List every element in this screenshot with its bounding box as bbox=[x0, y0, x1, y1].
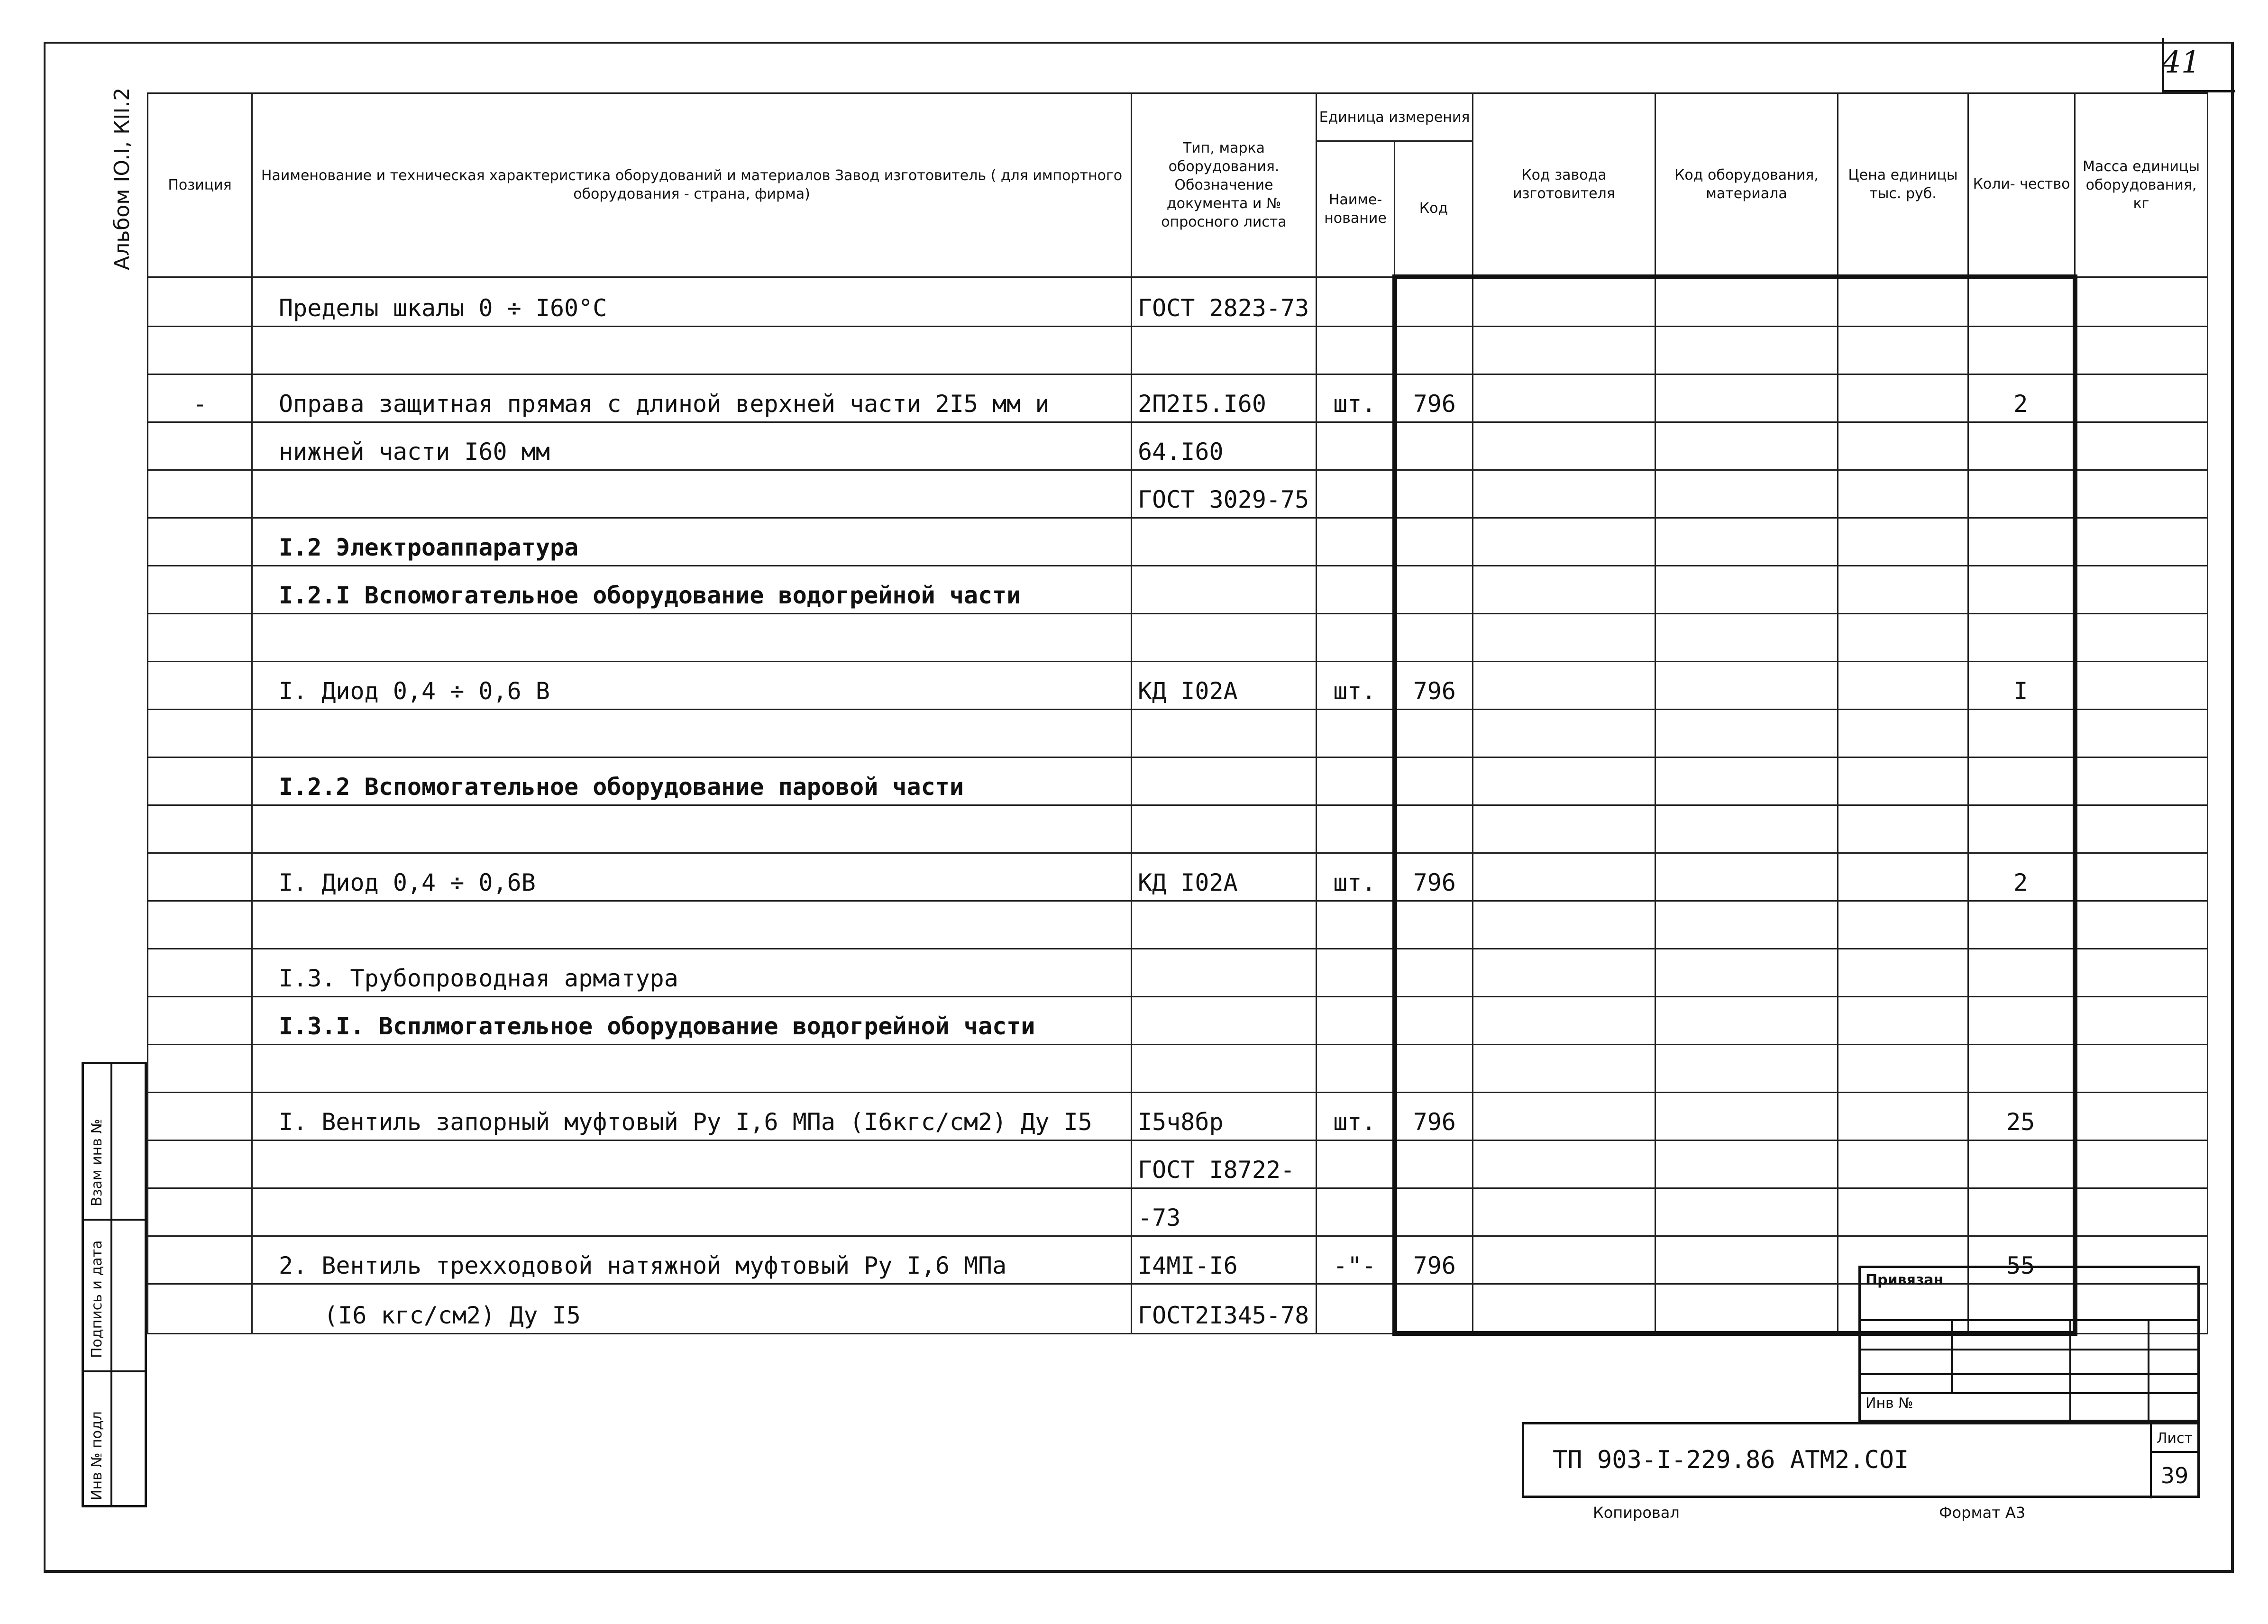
table-row bbox=[148, 997, 2208, 1045]
cell-name: I.2.2 Вспомогательное оборудование паровой части bbox=[252, 757, 1132, 805]
cell-unit-code bbox=[1395, 327, 1473, 374]
cell-unit-code bbox=[1395, 805, 1473, 853]
side-stamp-vzam: Взам инв № bbox=[89, 1119, 105, 1206]
table-row bbox=[148, 614, 2208, 662]
cell-quantity bbox=[1968, 997, 2075, 1045]
cell-equipment-code bbox=[1655, 1045, 1838, 1093]
table-row bbox=[148, 757, 2208, 805]
cell-unit bbox=[1317, 757, 1395, 805]
cell-quantity bbox=[1968, 518, 2075, 566]
cell-unit: шт. bbox=[1317, 662, 1395, 710]
cell-name: 2. Вентиль трехходовой натяжной муфтовый Ру I,6 МПа bbox=[252, 1236, 1132, 1284]
cell-quantity bbox=[1968, 1140, 2075, 1188]
cell-equipment-code bbox=[1655, 566, 1838, 614]
cell-position bbox=[148, 853, 252, 901]
cell-name bbox=[252, 614, 1132, 662]
cell-name: I. Диод 0,4 ÷ 0,6В bbox=[252, 853, 1132, 901]
cell-unit bbox=[1317, 1140, 1395, 1188]
cell-equipment-code bbox=[1655, 518, 1838, 566]
cell-unit-code: 796 bbox=[1395, 1093, 1473, 1140]
table-row bbox=[148, 1045, 2208, 1093]
cell-unit-code bbox=[1395, 901, 1473, 949]
cell-quantity bbox=[1968, 710, 2075, 757]
cell-unit bbox=[1317, 1284, 1395, 1334]
cell-quantity bbox=[1968, 1045, 2075, 1093]
cell-unit bbox=[1317, 277, 1395, 327]
cell-unit-code bbox=[1395, 949, 1473, 997]
cell-position bbox=[148, 614, 252, 662]
cell-unit-code bbox=[1395, 614, 1473, 662]
cell-quantity bbox=[1968, 757, 2075, 805]
side-stamp-podpis: Подпись и дата bbox=[89, 1240, 105, 1358]
cell-type: ГОСТ I8722- bbox=[1132, 1140, 1317, 1188]
header-price: Цена единицы тыс. руб. bbox=[1838, 93, 1968, 277]
table-row bbox=[148, 805, 2208, 853]
cell-unit: шт. bbox=[1317, 1093, 1395, 1140]
cell-price bbox=[1838, 662, 1968, 710]
cell-price bbox=[1838, 374, 1968, 422]
cell-quantity bbox=[1968, 805, 2075, 853]
cell-price bbox=[1838, 518, 1968, 566]
table-row bbox=[148, 1093, 2208, 1140]
cell-factory-code bbox=[1473, 518, 1655, 566]
cell-type bbox=[1132, 327, 1317, 374]
cell-price bbox=[1838, 757, 1968, 805]
cell-factory-code bbox=[1473, 327, 1655, 374]
table-row bbox=[148, 470, 2208, 518]
cell-type bbox=[1132, 518, 1317, 566]
cell-position bbox=[148, 566, 252, 614]
cell-unit-code bbox=[1395, 757, 1473, 805]
cell-factory-code bbox=[1473, 1093, 1655, 1140]
cell-name: Оправа защитная прямая с длиной верхней части 2I5 мм и bbox=[252, 374, 1132, 422]
cell-quantity bbox=[1968, 901, 2075, 949]
cell-quantity bbox=[1968, 327, 2075, 374]
header-mass: Масса единицы оборудования, кг bbox=[2075, 93, 2208, 277]
cell-price bbox=[1838, 327, 1968, 374]
table-row bbox=[148, 374, 2208, 422]
cell-unit bbox=[1317, 1045, 1395, 1093]
cell-quantity: 2 bbox=[1968, 374, 2075, 422]
cell-mass bbox=[2075, 374, 2208, 422]
cell-name bbox=[252, 1140, 1132, 1188]
cell-unit-code: 796 bbox=[1395, 853, 1473, 901]
cell-factory-code bbox=[1473, 422, 1655, 470]
cell-unit bbox=[1317, 566, 1395, 614]
cell-quantity bbox=[1968, 949, 2075, 997]
cell-factory-code bbox=[1473, 949, 1655, 997]
cell-price bbox=[1838, 470, 1968, 518]
cell-factory-code bbox=[1473, 1045, 1655, 1093]
format-label: Формат А3 bbox=[1939, 1504, 2026, 1522]
cell-unit-code: 796 bbox=[1395, 1236, 1473, 1284]
binding-stamp bbox=[1858, 1266, 2200, 1422]
header-quantity: Коли- чество bbox=[1968, 93, 2075, 277]
cell-unit bbox=[1317, 997, 1395, 1045]
cell-price bbox=[1838, 997, 1968, 1045]
cell-factory-code bbox=[1473, 710, 1655, 757]
cell-equipment-code bbox=[1655, 422, 1838, 470]
cell-factory-code bbox=[1473, 374, 1655, 422]
header-name: Наименование и техническая характеристика оборудований и материалов Завод изготовитель ( для импортного оборудования - страна, фирма) bbox=[252, 93, 1132, 277]
cell-type: I5ч8бр bbox=[1132, 1093, 1317, 1140]
cell-quantity bbox=[1968, 277, 2075, 327]
table-row bbox=[148, 327, 2208, 374]
cell-name: Пределы шкалы 0 ÷ I60°C bbox=[252, 277, 1132, 327]
cell-type bbox=[1132, 710, 1317, 757]
cell-equipment-code bbox=[1655, 757, 1838, 805]
cell-position bbox=[148, 1045, 252, 1093]
cell-position bbox=[148, 1188, 252, 1236]
cell-equipment-code bbox=[1655, 710, 1838, 757]
cell-equipment-code bbox=[1655, 277, 1838, 327]
cell-price bbox=[1838, 422, 1968, 470]
cell-price bbox=[1838, 614, 1968, 662]
cell-type: КД I02А bbox=[1132, 853, 1317, 901]
cell-type: ГОСТ 3029-75 bbox=[1132, 470, 1317, 518]
cell-name: I.2 Электроаппаратура bbox=[252, 518, 1132, 566]
cell-equipment-code bbox=[1655, 1093, 1838, 1140]
cell-position bbox=[148, 422, 252, 470]
table-row bbox=[148, 518, 2208, 566]
cell-quantity bbox=[1968, 470, 2075, 518]
header-factory-code: Код завода изготовителя bbox=[1473, 93, 1655, 277]
cell-name bbox=[252, 805, 1132, 853]
header-equipment-code: Код оборудования, материала bbox=[1655, 93, 1838, 277]
cell-price bbox=[1838, 566, 1968, 614]
cell-unit-code bbox=[1395, 1045, 1473, 1093]
sheet-number: 39 bbox=[2150, 1453, 2197, 1498]
cell-unit bbox=[1317, 518, 1395, 566]
cell-mass bbox=[2075, 997, 2208, 1045]
cell-name bbox=[252, 1045, 1132, 1093]
cell-unit-code bbox=[1395, 1188, 1473, 1236]
cell-position bbox=[148, 1236, 252, 1284]
cell-name bbox=[252, 710, 1132, 757]
cell-unit-code bbox=[1395, 997, 1473, 1045]
cell-name: I.2.I Вспомогательное оборудование водогрейной части bbox=[252, 566, 1132, 614]
cell-price bbox=[1838, 277, 1968, 327]
cell-mass bbox=[2075, 1093, 2208, 1140]
cell-unit bbox=[1317, 901, 1395, 949]
table-row bbox=[148, 422, 2208, 470]
cell-name: I.3.I. Всплмогательное оборудование водогрейной части bbox=[252, 997, 1132, 1045]
cell-mass bbox=[2075, 949, 2208, 997]
table-row bbox=[148, 1140, 2208, 1188]
cell-unit-code: 796 bbox=[1395, 374, 1473, 422]
cell-factory-code bbox=[1473, 901, 1655, 949]
cell-position bbox=[148, 901, 252, 949]
cell-mass bbox=[2075, 662, 2208, 710]
cell-equipment-code bbox=[1655, 614, 1838, 662]
cell-factory-code bbox=[1473, 1140, 1655, 1188]
cell-position bbox=[148, 997, 252, 1045]
cell-unit-code bbox=[1395, 518, 1473, 566]
header-unit-code: Код bbox=[1395, 141, 1473, 277]
cell-position bbox=[148, 662, 252, 710]
specification-table bbox=[147, 92, 2208, 1336]
cell-mass bbox=[2075, 805, 2208, 853]
cell-factory-code bbox=[1473, 470, 1655, 518]
cell-type bbox=[1132, 949, 1317, 997]
cell-unit-code: 796 bbox=[1395, 662, 1473, 710]
cell-type: -73 bbox=[1132, 1188, 1317, 1236]
table-row bbox=[148, 710, 2208, 757]
cell-price bbox=[1838, 1140, 1968, 1188]
binding-stamp-title: Привязан bbox=[1866, 1272, 1944, 1288]
cell-type bbox=[1132, 805, 1317, 853]
table-row bbox=[148, 566, 2208, 614]
cell-equipment-code bbox=[1655, 662, 1838, 710]
cell-mass bbox=[2075, 614, 2208, 662]
cell-price bbox=[1838, 949, 1968, 997]
cell-name: I. Вентиль запорный муфтовый Ру I,6 МПа (I6кгс/см2) Ду I5 bbox=[252, 1093, 1132, 1140]
cell-factory-code bbox=[1473, 853, 1655, 901]
cell-quantity: I bbox=[1968, 662, 2075, 710]
cell-unit-code bbox=[1395, 1140, 1473, 1188]
cell-mass bbox=[2075, 853, 2208, 901]
cell-name bbox=[252, 470, 1132, 518]
cell-name bbox=[252, 327, 1132, 374]
cell-equipment-code bbox=[1655, 1140, 1838, 1188]
cell-type bbox=[1132, 1045, 1317, 1093]
cell-position: - bbox=[148, 374, 252, 422]
sheet-label: Лист bbox=[2150, 1424, 2197, 1453]
header-position: Позиция bbox=[148, 93, 252, 277]
document-code: ТП 903-I-229.86 АТМ2.СОI bbox=[1553, 1446, 1909, 1474]
cell-mass bbox=[2075, 1140, 2208, 1188]
cell-equipment-code bbox=[1655, 1236, 1838, 1284]
cell-equipment-code bbox=[1655, 470, 1838, 518]
table-row bbox=[148, 1188, 2208, 1236]
header-type: Тип, марка оборудования. Обозначение документа и № опросного листа bbox=[1132, 93, 1317, 277]
cell-price bbox=[1838, 901, 1968, 949]
binding-stamp-inv: Инв № bbox=[1866, 1395, 1913, 1412]
cell-type: 2П2I5.I60 bbox=[1132, 374, 1317, 422]
cell-name: I.3. Трубопроводная арматура bbox=[252, 949, 1132, 997]
copied-label: Копировал bbox=[1593, 1504, 1680, 1522]
page-number-handwritten: 41 bbox=[2162, 45, 2201, 80]
cell-position bbox=[148, 1140, 252, 1188]
cell-factory-code bbox=[1473, 1236, 1655, 1284]
cell-factory-code bbox=[1473, 277, 1655, 327]
cell-name bbox=[252, 901, 1132, 949]
cell-unit-code bbox=[1395, 1284, 1473, 1334]
cell-name: I. Диод 0,4 ÷ 0,6 В bbox=[252, 662, 1132, 710]
cell-price bbox=[1838, 1093, 1968, 1140]
cell-unit-code bbox=[1395, 277, 1473, 327]
cell-unit-code bbox=[1395, 710, 1473, 757]
cell-quantity bbox=[1968, 1188, 2075, 1236]
cell-mass bbox=[2075, 327, 2208, 374]
table-row bbox=[148, 853, 2208, 901]
cell-type: ГОСТ 2823-73 bbox=[1132, 277, 1317, 327]
cell-factory-code bbox=[1473, 997, 1655, 1045]
cell-mass bbox=[2075, 470, 2208, 518]
cell-position bbox=[148, 949, 252, 997]
cell-quantity bbox=[1968, 566, 2075, 614]
cell-unit bbox=[1317, 805, 1395, 853]
cell-unit bbox=[1317, 422, 1395, 470]
cell-position bbox=[148, 710, 252, 757]
cell-price bbox=[1838, 805, 1968, 853]
header-unit: Единица измерения bbox=[1317, 93, 1473, 141]
cell-quantity bbox=[1968, 614, 2075, 662]
cell-equipment-code bbox=[1655, 374, 1838, 422]
cell-factory-code bbox=[1473, 1188, 1655, 1236]
cell-type bbox=[1132, 757, 1317, 805]
cell-factory-code bbox=[1473, 614, 1655, 662]
cell-mass bbox=[2075, 422, 2208, 470]
table-row bbox=[148, 949, 2208, 997]
cell-position bbox=[148, 277, 252, 327]
cell-quantity: 2 bbox=[1968, 853, 2075, 901]
cell-equipment-code bbox=[1655, 1284, 1838, 1334]
cell-type: 64.I60 bbox=[1132, 422, 1317, 470]
cell-mass bbox=[2075, 901, 2208, 949]
cell-unit-code bbox=[1395, 566, 1473, 614]
side-stamp bbox=[82, 1062, 147, 1507]
cell-unit: шт. bbox=[1317, 853, 1395, 901]
cell-position bbox=[148, 327, 252, 374]
cell-factory-code bbox=[1473, 662, 1655, 710]
cell-mass bbox=[2075, 277, 2208, 327]
cell-price bbox=[1838, 853, 1968, 901]
cell-position bbox=[148, 805, 252, 853]
cell-factory-code bbox=[1473, 757, 1655, 805]
cell-unit: -"- bbox=[1317, 1236, 1395, 1284]
cell-position bbox=[148, 470, 252, 518]
table-row bbox=[148, 901, 2208, 949]
cell-type bbox=[1132, 614, 1317, 662]
cell-mass bbox=[2075, 1188, 2208, 1236]
cell-mass bbox=[2075, 710, 2208, 757]
cell-price bbox=[1838, 1188, 1968, 1236]
cell-position bbox=[148, 518, 252, 566]
cell-equipment-code bbox=[1655, 901, 1838, 949]
cell-unit bbox=[1317, 1188, 1395, 1236]
album-label: Альбом IO.I, КII.2 bbox=[110, 87, 134, 270]
cell-price bbox=[1838, 710, 1968, 757]
cell-quantity: 25 bbox=[1968, 1093, 2075, 1140]
cell-equipment-code bbox=[1655, 949, 1838, 997]
cell-factory-code bbox=[1473, 566, 1655, 614]
cell-unit bbox=[1317, 949, 1395, 997]
cell-mass bbox=[2075, 1045, 2208, 1093]
table-row bbox=[148, 277, 2208, 327]
cell-equipment-code bbox=[1655, 997, 1838, 1045]
cell-type bbox=[1132, 997, 1317, 1045]
header-unit-name: Наиме- нование bbox=[1317, 141, 1395, 277]
cell-mass bbox=[2075, 566, 2208, 614]
table-row bbox=[148, 662, 2208, 710]
cell-type: I4МI-I6 bbox=[1132, 1236, 1317, 1284]
cell-type bbox=[1132, 901, 1317, 949]
cell-price bbox=[1838, 1045, 1968, 1093]
cell-quantity: 55 bbox=[1968, 1236, 2075, 1284]
cell-equipment-code bbox=[1655, 327, 1838, 374]
cell-name bbox=[252, 1188, 1132, 1236]
cell-name: нижней части I60 мм bbox=[252, 422, 1132, 470]
cell-equipment-code bbox=[1655, 853, 1838, 901]
cell-position bbox=[148, 757, 252, 805]
cell-unit bbox=[1317, 327, 1395, 374]
cell-position bbox=[148, 1093, 252, 1140]
cell-unit bbox=[1317, 710, 1395, 757]
title-block bbox=[1522, 1422, 2200, 1498]
cell-mass bbox=[2075, 757, 2208, 805]
cell-name: (I6 кгс/см2) Ду I5 bbox=[252, 1284, 1132, 1334]
cell-factory-code bbox=[1473, 1284, 1655, 1334]
cell-mass bbox=[2075, 518, 2208, 566]
cell-equipment-code bbox=[1655, 1188, 1838, 1236]
cell-unit: шт. bbox=[1317, 374, 1395, 422]
cell-unit-code bbox=[1395, 422, 1473, 470]
cell-type: ГОСТ2I345-78 bbox=[1132, 1284, 1317, 1334]
cell-type bbox=[1132, 566, 1317, 614]
cell-position bbox=[148, 1284, 252, 1334]
cell-quantity bbox=[1968, 422, 2075, 470]
cell-unit-code bbox=[1395, 470, 1473, 518]
cell-unit bbox=[1317, 470, 1395, 518]
cell-type: КД I02А bbox=[1132, 662, 1317, 710]
side-stamp-inv-podl: Инв № подл bbox=[89, 1411, 105, 1500]
cell-equipment-code bbox=[1655, 805, 1838, 853]
cell-factory-code bbox=[1473, 805, 1655, 853]
cell-unit bbox=[1317, 614, 1395, 662]
